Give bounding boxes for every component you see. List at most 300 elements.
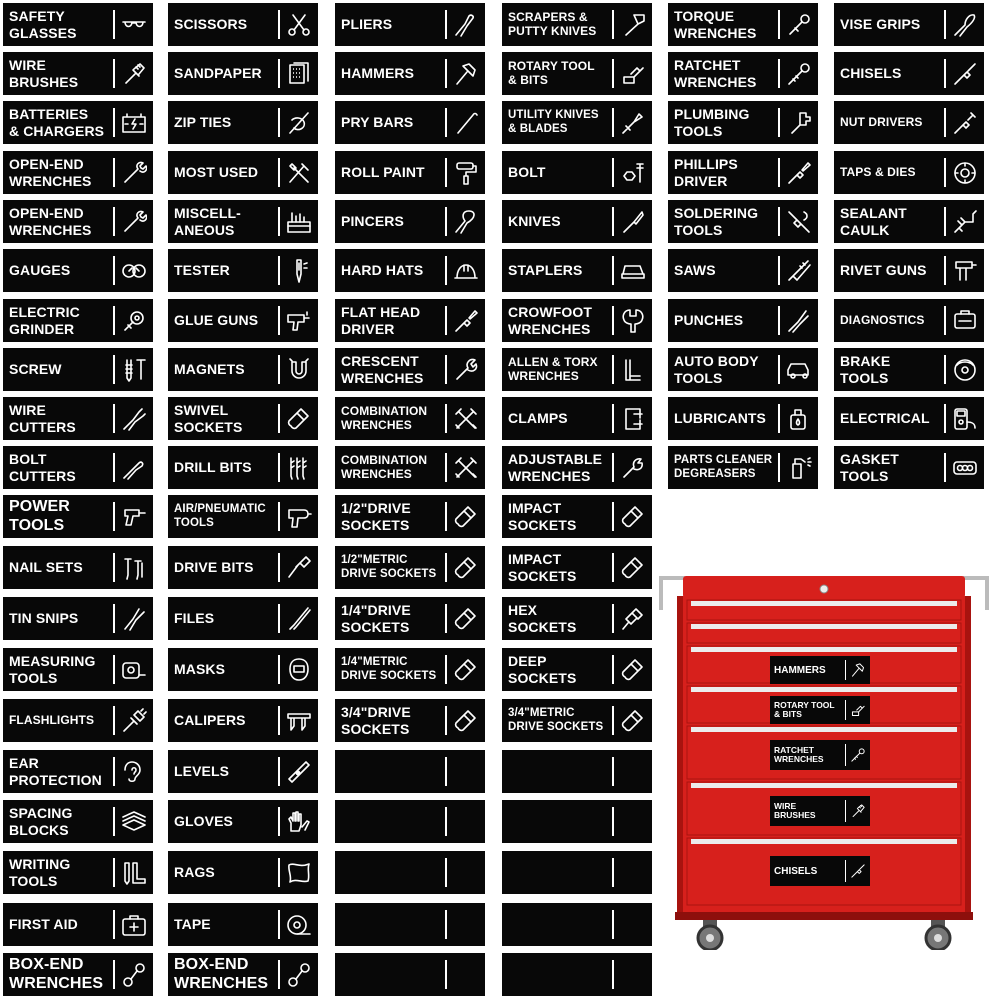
label-hammers [335, 52, 485, 95]
label-divider [445, 355, 447, 384]
label-impact-sockets [502, 546, 652, 589]
label-swivel-sockets [168, 397, 318, 440]
punch-icon [786, 308, 812, 334]
label-combination-wrenches [335, 397, 485, 440]
label-divider [113, 655, 115, 684]
crowfoot-icon [620, 308, 646, 334]
label-spacing-blocks [3, 800, 153, 843]
label-divider [944, 108, 946, 137]
hard-hat-icon [453, 258, 479, 284]
label-divider [278, 553, 280, 582]
bolt-nut-icon [620, 160, 646, 186]
label-divider [278, 256, 280, 285]
wire-cutter-icon [121, 406, 147, 432]
label-text: DRIVE BITS [174, 559, 254, 576]
torque-wrench-icon [786, 12, 812, 38]
label-divider [612, 10, 614, 39]
label-box-end-wrenches [3, 953, 153, 996]
label-soldering-tools [668, 200, 818, 243]
label-divider [113, 807, 115, 836]
label-tin-snips [3, 597, 153, 640]
label-text: SCRAPERS & PUTTY KNIVES [508, 9, 597, 38]
label-blank [335, 800, 485, 843]
label-taps-dies [834, 151, 984, 194]
nut-driver-icon [952, 110, 978, 136]
label-divider [778, 404, 780, 433]
label-text: OPEN-END WRENCHES [9, 205, 92, 238]
screwdriver-icon [453, 308, 479, 334]
stapler-icon [620, 258, 646, 284]
wire-brush-icon [121, 61, 147, 87]
label-text: SWIVEL SOCKETS [174, 402, 243, 435]
bolt-cutter-icon [121, 455, 147, 481]
vise-grip-icon [952, 12, 978, 38]
label-text: RAGS [174, 864, 215, 881]
first-aid-icon [121, 912, 147, 938]
label-divider [278, 355, 280, 384]
label-text: HARD HATS [341, 262, 424, 279]
label-text: WRITING TOOLS [9, 856, 71, 889]
label-text: PLIERS [341, 16, 393, 33]
label-divider [445, 604, 447, 633]
brake-icon [952, 357, 978, 383]
label-divider [612, 604, 614, 633]
rotary-tool-icon [620, 61, 646, 87]
label-text: CHISELS [840, 65, 902, 82]
label-divider [113, 256, 115, 285]
drawer-label-text: CHISELS [774, 865, 818, 877]
label-divider [278, 960, 280, 989]
hex-socket-icon [620, 606, 646, 632]
label-blank [502, 851, 652, 894]
label-levels [168, 750, 318, 793]
label-divider [278, 655, 280, 684]
label-punches [668, 299, 818, 342]
label-divider [445, 502, 447, 531]
label-text: IMPACT SOCKETS [508, 551, 577, 584]
label-text: OPEN-END WRENCHES [9, 156, 92, 189]
multimeter-icon [952, 406, 978, 432]
label-divider [113, 207, 115, 236]
label-phillips-driver [668, 151, 818, 194]
battery-icon [121, 110, 147, 136]
label-divider [278, 807, 280, 836]
label-divider [778, 355, 780, 384]
label-text: DRILL BITS [174, 459, 252, 476]
label-divider [944, 306, 946, 335]
label-divider [944, 207, 946, 236]
power-drill-icon [121, 504, 147, 530]
label-text: SPACING BLOCKS [9, 805, 73, 838]
label-divider [612, 553, 614, 582]
pipe-wrench-icon [786, 110, 812, 136]
file-icon [286, 606, 312, 632]
label-divider [445, 757, 447, 786]
ratchet-icon [850, 747, 866, 763]
label-blank [502, 903, 652, 946]
label-text: HAMMERS [341, 65, 415, 82]
label-text: MOST USED [174, 164, 259, 181]
wrench-icon [121, 209, 147, 235]
label-text: FILES [174, 610, 215, 627]
label-divider [278, 207, 280, 236]
label-divider [612, 355, 614, 384]
label-text: 1/2"METRIC DRIVE SOCKETS [341, 554, 437, 580]
drawer-label-text: HAMMERS [774, 664, 826, 676]
label-text: PUNCHES [674, 312, 744, 329]
label-text [341, 851, 441, 894]
label-rivet-guns [834, 249, 984, 292]
label-text: HEX SOCKETS [508, 602, 577, 635]
drawer-label-divider [845, 800, 847, 822]
label-divider [113, 960, 115, 989]
label-divider [445, 453, 447, 482]
drawer-handle [691, 839, 957, 844]
tools-icon [286, 160, 312, 186]
socket-icon [620, 708, 646, 734]
zip-tie-icon [286, 110, 312, 136]
rotary-tool-icon [850, 702, 866, 718]
label-roll-paint [335, 151, 485, 194]
scissors-icon [286, 12, 312, 38]
label-divider [445, 858, 447, 887]
label-divider [612, 858, 614, 887]
label-text: FIRST AID [9, 916, 78, 933]
label-text: BOLT CUTTERS [9, 451, 76, 484]
label-impact-sockets [502, 495, 652, 538]
label-text: NAIL SETS [9, 559, 83, 576]
drive-bit-icon [286, 555, 312, 581]
label-text: PHILLIPS DRIVER [674, 156, 738, 189]
nail-set-icon [121, 555, 147, 581]
drawer-label-divider [845, 700, 847, 720]
label-divider [944, 10, 946, 39]
drawer-handle [691, 647, 957, 652]
label-text [341, 800, 441, 843]
drawer-label-text: RATCHET WRENCHES [774, 744, 824, 764]
label-text: CLAMPS [508, 410, 568, 427]
label-1-2-drive-sockets [335, 495, 485, 538]
label-text [508, 800, 608, 843]
flashlight-icon [121, 708, 147, 734]
sandpaper-icon [286, 61, 312, 87]
gauge-icon [121, 258, 147, 284]
label-text [508, 851, 608, 894]
putty-knife-icon [620, 12, 646, 38]
label-gasket-tools [834, 446, 984, 489]
gasket-icon [952, 455, 978, 481]
label-text: CROWFOOT WRENCHES [508, 304, 593, 337]
label-text: LEVELS [174, 763, 230, 780]
label-divider [612, 306, 614, 335]
label-divider [445, 158, 447, 187]
label-electrical [834, 397, 984, 440]
knife-icon [620, 209, 646, 235]
tin-snips-icon [121, 606, 147, 632]
label-3-4-drive-sockets [335, 699, 485, 742]
label-blank [502, 953, 652, 996]
label-text: SAFETY GLASSES [9, 8, 77, 41]
label-text: STAPLERS [508, 262, 583, 279]
label-text: 3/4"METRIC DRIVE SOCKETS [508, 707, 604, 733]
label-divider [113, 706, 115, 735]
label-allen-torx-wrenches [502, 348, 652, 391]
label-open-end-wrenches [3, 151, 153, 194]
drawer-label-divider [845, 744, 847, 766]
label-text: AUTO BODY TOOLS [674, 353, 759, 386]
label-text: ROTARY TOOL & BITS [508, 58, 595, 87]
label-drill-bits [168, 446, 318, 489]
label-divider [612, 256, 614, 285]
socket-icon [286, 406, 312, 432]
wire-brush-icon [850, 803, 866, 819]
label-gauges [3, 249, 153, 292]
drawer-label-text: WIRE BRUSHES [774, 800, 816, 820]
label-text: SCREW [9, 361, 62, 378]
label-gloves [168, 800, 318, 843]
label-lubricants [668, 397, 818, 440]
drawer-label [770, 856, 870, 886]
label-text: DEEP SOCKETS [508, 653, 577, 686]
label-rags [168, 851, 318, 894]
label-text: SEALANT CAULK [840, 205, 907, 238]
label-divider [278, 910, 280, 939]
label-divider [445, 108, 447, 137]
drawer-handle [691, 727, 957, 732]
label-divider [778, 453, 780, 482]
label-text: WIRE CUTTERS [9, 402, 76, 435]
label-divider [612, 960, 614, 989]
label-text: GAUGES [9, 262, 71, 279]
label-ratchet-wrenches [668, 52, 818, 95]
label-box-end-wrenches [168, 953, 318, 996]
label-crescent-wrenches [335, 348, 485, 391]
crescent-wrench-icon [453, 357, 479, 383]
welding-mask-icon [286, 657, 312, 683]
label-divider [113, 158, 115, 187]
crossed-wrenches-icon [453, 406, 479, 432]
car-icon [786, 357, 812, 383]
label-text: DIAGNOSTICS [840, 312, 925, 327]
drill-bits-icon [286, 455, 312, 481]
label-text: TESTER [174, 262, 230, 279]
label-text: CRESCENT WRENCHES [341, 353, 424, 386]
label-divider [278, 108, 280, 137]
label-air-pneumatic-tools [168, 495, 318, 538]
label-text: BRAKE TOOLS [840, 353, 891, 386]
paint-roller-icon [453, 160, 479, 186]
label-text: GASKET TOOLS [840, 451, 899, 484]
label-brake-tools [834, 348, 984, 391]
label-tape [168, 903, 318, 946]
label-magnets [168, 348, 318, 391]
clamp-icon [620, 406, 646, 432]
label-divider [445, 553, 447, 582]
label-nail-sets [3, 546, 153, 589]
utility-knife-icon [620, 110, 646, 136]
label-divider [612, 706, 614, 735]
label-glue-guns [168, 299, 318, 342]
label-text: TORQUE WRENCHES [674, 8, 757, 41]
wrench-icon [121, 160, 147, 186]
label-saws [668, 249, 818, 292]
drawer-handle [691, 687, 957, 692]
label-divider [612, 404, 614, 433]
label-pliers [335, 3, 485, 46]
label-deep-sockets [502, 648, 652, 691]
screw-icon [121, 357, 147, 383]
label-divider [944, 59, 946, 88]
label-divider [612, 207, 614, 236]
adjustable-wrench-icon [620, 455, 646, 481]
label-text: SANDPAPER [174, 65, 262, 82]
label-divider [113, 59, 115, 88]
label-1-2-metric-drive-sockets [335, 546, 485, 589]
label-combination-wrenches [335, 446, 485, 489]
pliers-icon [453, 12, 479, 38]
label-divider [278, 453, 280, 482]
label-divider [778, 158, 780, 187]
label-divider [445, 910, 447, 939]
label-divider [612, 910, 614, 939]
label-text: SAWS [674, 262, 716, 279]
label-text: TIN SNIPS [9, 610, 79, 627]
label-vise-grips [834, 3, 984, 46]
label-text: FLAT HEAD DRIVER [341, 304, 421, 337]
label-divider [944, 355, 946, 384]
tape-icon [286, 912, 312, 938]
label-divider [113, 604, 115, 633]
label-divider [445, 807, 447, 836]
label-blank [335, 750, 485, 793]
ratchet-icon [786, 61, 812, 87]
label-chisels [834, 52, 984, 95]
label-divider [113, 306, 115, 335]
label-power-tools [3, 495, 153, 538]
label-divider [113, 453, 115, 482]
drawer-label-divider [845, 660, 847, 680]
label-divider [113, 404, 115, 433]
label-most-used [168, 151, 318, 194]
label-text [508, 953, 608, 996]
drawer-label-text: ROTARY TOOL & BITS [774, 699, 835, 719]
socket-icon [453, 708, 479, 734]
drawer-handle [691, 624, 957, 629]
label-screw [3, 348, 153, 391]
label-divider [278, 502, 280, 531]
label-wire-brushes [3, 52, 153, 95]
label-text: KNIVES [508, 213, 561, 230]
diagnostics-icon [952, 308, 978, 334]
label-text: 1/4"DRIVE SOCKETS [341, 602, 411, 635]
label-measuring-tools [3, 648, 153, 691]
label-text: VISE GRIPS [840, 16, 921, 33]
label-divider [445, 207, 447, 236]
label-divider [445, 655, 447, 684]
label-text: GLOVES [174, 813, 233, 830]
label-divider [778, 256, 780, 285]
pencil-ruler-icon [121, 860, 147, 886]
label-divider [612, 453, 614, 482]
label-rotary-tool-bits [502, 52, 652, 95]
drawer-handle [691, 601, 957, 606]
label-divider [278, 10, 280, 39]
label-1-4-drive-sockets [335, 597, 485, 640]
spray-bottle-icon [786, 455, 812, 481]
label-text: POWER TOOLS [9, 498, 70, 534]
label-text: BOLT [508, 164, 546, 181]
label-writing-tools [3, 851, 153, 894]
hammer-icon [453, 61, 479, 87]
label-divider [113, 10, 115, 39]
label-text: ROLL PAINT [341, 164, 425, 181]
pincers-icon [453, 209, 479, 235]
label-auto-body-tools [668, 348, 818, 391]
label-text: 1/2"DRIVE SOCKETS [341, 500, 411, 533]
tape-measure-icon [121, 657, 147, 683]
label-divider [944, 256, 946, 285]
label-flat-head-driver [335, 299, 485, 342]
label-divider [612, 59, 614, 88]
saw-icon [786, 258, 812, 284]
label-text: TAPE [174, 916, 211, 933]
label-clamps [502, 397, 652, 440]
label-text: SOLDERING TOOLS [674, 205, 759, 238]
label-text: TAPS & DIES [840, 164, 916, 179]
label-blank [502, 750, 652, 793]
label-text: ADJUSTABLE WRENCHES [508, 451, 603, 484]
allen-key-icon [620, 357, 646, 383]
tool-cabinet-illustration [655, 570, 993, 950]
label-hard-hats [335, 249, 485, 292]
drawer-label-divider [845, 860, 847, 882]
level-icon [286, 759, 312, 785]
label-utility-knives-blades [502, 101, 652, 144]
label-pry-bars [335, 101, 485, 144]
label-divider [113, 757, 115, 786]
label-divider [278, 858, 280, 887]
socket-icon [453, 504, 479, 530]
socket-icon [453, 657, 479, 683]
label-divider [612, 108, 614, 137]
label-adjustable-wrenches [502, 446, 652, 489]
label-crowfoot-wrenches [502, 299, 652, 342]
label-divider [778, 207, 780, 236]
label-divider [445, 404, 447, 433]
label-text: MISCELL- ANEOUS [174, 205, 241, 238]
label-text: MASKS [174, 661, 226, 678]
label-text: UTILITY KNIVES & BLADES [508, 109, 599, 135]
label-torque-wrenches [668, 3, 818, 46]
label-text: ELECTRICAL [840, 410, 930, 427]
label-staplers [502, 249, 652, 292]
label-divider [612, 807, 614, 836]
label-nut-drivers [834, 101, 984, 144]
screwdriver-icon [786, 160, 812, 186]
label-text: BOX-END WRENCHES [174, 956, 269, 992]
label-divider [778, 108, 780, 137]
label-ear-protection [3, 750, 153, 793]
rag-icon [286, 860, 312, 886]
label-text: IMPACT SOCKETS [508, 500, 577, 533]
label-divider [113, 858, 115, 887]
ear-icon [121, 759, 147, 785]
label-text: WIRE BRUSHES [9, 57, 79, 90]
grinder-icon [121, 308, 147, 334]
label-text: BOX-END WRENCHES [9, 956, 104, 992]
toolbox-icon [286, 209, 312, 235]
label-text: RIVET GUNS [840, 262, 927, 279]
